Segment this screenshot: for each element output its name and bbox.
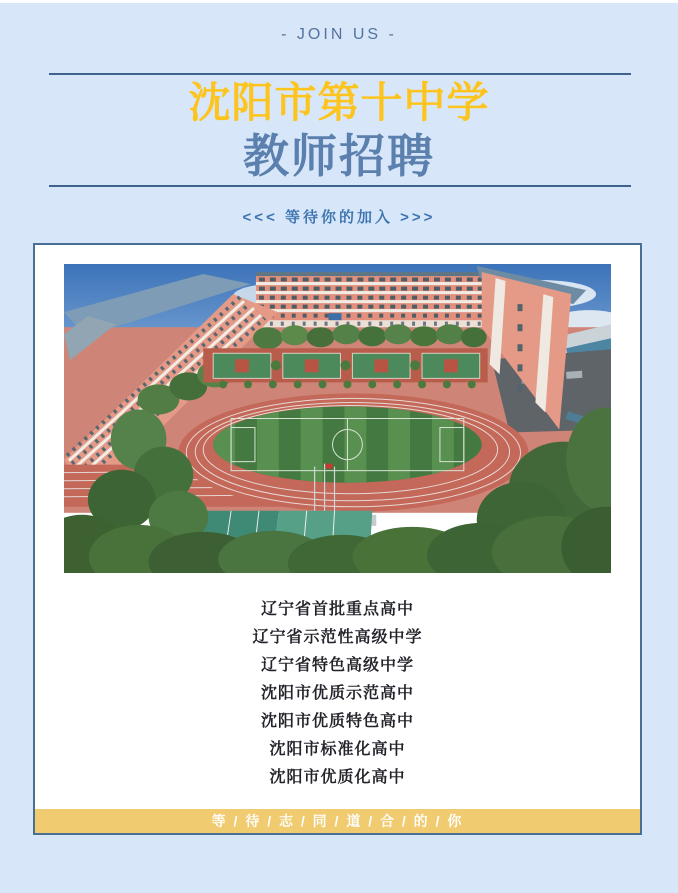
honor-item: 沈阳市标准化高中 — [269, 741, 406, 758]
honor-item: 辽宁省示范性高级中学 — [252, 629, 423, 646]
honor-item: 沈阳市优质化高中 — [269, 769, 406, 786]
footer-banner: 等 / 待 / 志 / 同 / 道 / 合 / 的 / 你 — [35, 809, 640, 833]
recruitment-headline: 教师招聘 — [243, 130, 435, 182]
honor-item: 沈阳市优质特色高中 — [260, 713, 414, 730]
tagline-text: <<< 等待你的加入 >>> — [242, 209, 436, 226]
top-divider — [49, 73, 631, 75]
school-name-title: 沈阳市第十中学 — [188, 79, 490, 126]
main-building — [256, 272, 487, 327]
honor-item: 沈阳市优质示范高中 — [260, 685, 414, 702]
campus-aerial-photo — [64, 264, 611, 573]
top-strip — [0, 0, 678, 3]
honor-list — [35, 596, 640, 792]
honor-item: 辽宁省首批重点高中 — [260, 601, 414, 618]
honor-item: 辽宁省特色高级中学 — [260, 657, 414, 674]
bottom-divider — [49, 185, 631, 187]
basketball-courts — [203, 348, 487, 388]
kicker-text: - JOIN US - — [281, 26, 397, 43]
content-card — [33, 243, 642, 835]
